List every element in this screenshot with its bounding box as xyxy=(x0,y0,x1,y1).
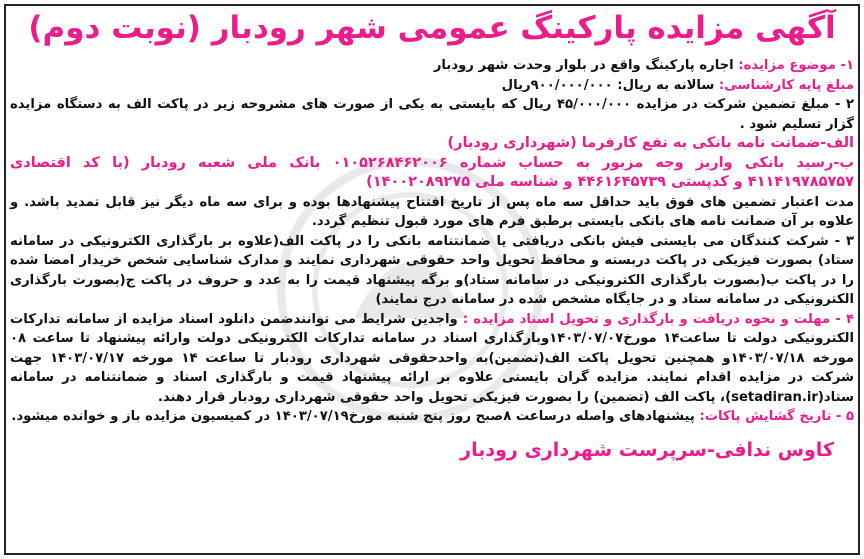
signature: کاوس ندافی-سرپرست شهرداری رودبار xyxy=(460,438,834,461)
base-price xyxy=(10,76,854,96)
item-5-text: پیشنهادهای واصله درساعت ۸صبح روز پنج شنبه مورخ۱۴۰۳/۰۷/۱۹ در کمیسیون مزایده باز و خوانده میشود. xyxy=(11,409,700,424)
item-4-text: واجدین شرایط می توانندضمن دانلود اسناد مزایده از سامانه تدارکات الکترونیکی دولت تا ساعت۱۴ مورخ۱۴۰۳/۰۷/۰۷وبارگذاری اسناد در سامانه تدارکات الکترونیکی دولت وارائه پیشنهاد تا ساعت ۰۸ مورخه ۱۴۰۳/۰۷/۱۸و همچنین تحویل پاکت الف(تضمین)به واحدحقوقی شهرداری رودبار تا ساعت ۱۴ مورخه ۱۴۰۳/۰۷/۱۷ جهت شرکت در مزایده اقدام نمایند. مزایده گران بایستی علاوه بر ارائه پیشنهاد قیمت و بارگذاری اسناد و ضمانتنامه در سامانه ستاد(setadiran.ir)، پاکت الف (تضمین) را بصورت فیزیکی تحویل واحد حقوقی شهرداری رودبار قرار دهند. xyxy=(10,311,855,405)
notice-content xyxy=(10,6,854,553)
item-2: ۲ - مبلغ تضمین شرکت در مزایده ۴۵/۰۰۰/۰۰۰ ریال که بایستی به یکی از صورت های مشروحه زیر در پاکت الف به دستگاه مزایده گزار تسلیم شود . xyxy=(10,97,854,132)
item-5-label: ۵ - تاریخ گشایش پاکات: xyxy=(699,409,854,424)
item-1-text: اجاره پارکینگ واقع در بلوار وحدت شهر رودبار xyxy=(433,58,739,73)
item-3: ۳ - شرکت کنندگان می بایستی فیش بانکی دریافتی یا ضمانتنامه بانکی را در پاکت الف(علاوه بر بارگذاری الکترونیکی در سامانه ستاد) بصورت فیزیکی در پاکت دربسته و محافظ تحویل واحد حقوقی شهرداری نمایند و مدارک شناسایی شخص خریدار امضا شده را در پاکت ب(بصورت بارگذاری الکترونیکی در سامانه ستاد)و برگه پیشنهاد قیمت را به عدد و حروف در پاکت ج(بصورت بارگذاری الکترونیکی در سامانه ستاد و در جایگاه مشخص شده در سامانه درج نمایند) xyxy=(10,233,854,307)
item-5 xyxy=(10,407,854,427)
option-a: الف-ضمانت نامه بانکی به نفع کارفرما (شهرداری رودبار) xyxy=(447,135,854,151)
item-1-label: موضوع مزایده: xyxy=(738,58,836,73)
base-price-text: سالانه به ریال: ۹۰۰/۰۰۰/۰۰۰ریال xyxy=(501,77,719,93)
item-1-number: ۱- xyxy=(835,58,854,73)
item-1 xyxy=(10,56,854,76)
item-4-label: ۴ - مهلت و نحوه دریافت و بارگذاری و تحویل اسناد مزایده : xyxy=(462,311,854,327)
base-price-label: مبلغ پایه کارشناسی: xyxy=(718,77,854,93)
page-title: آگهی مزایده پارکینگ عمومی شهر رودبار (نوبت دوم) xyxy=(28,10,836,46)
validity-text: مدت اعتبار تضمین های فوق باید حداقل سه ماه پس از تاریخ افتتاح پیشنهادها بوده و برای سه ماه دیگر نیز قابل تمدید باشد. و علاوه بر آن ضمانت نامه های بانکی بایستی برطبق فرم های مورد قبول تنظیم گردد. xyxy=(10,194,854,229)
item-4 xyxy=(10,310,854,408)
option-b: ب-رسید بانکی واریز وجه مزبور به حساب شماره ۰۱۰۵۲۶۸۴۶۲۰۰۶ بانک ملی شعبه رودبار (با کد اقتصادی ۴۱۱۴۱۹۷۸۵۷۵۷ و کدپستی ۴۴۶۱۶۴۵۷۳۹ و شناسه ملی ۱۴۰۰۲۰۸۹۲۷۵) xyxy=(10,154,854,190)
